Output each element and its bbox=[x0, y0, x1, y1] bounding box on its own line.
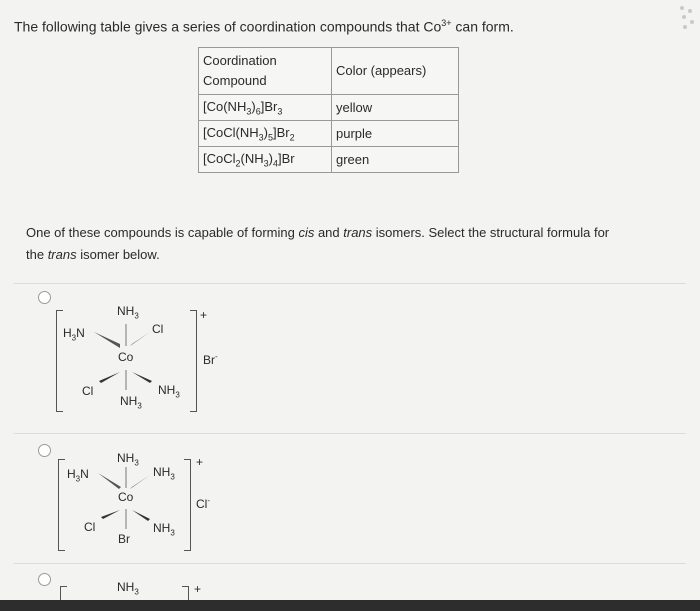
ligand-lower-left: Cl bbox=[82, 384, 94, 398]
ligand-left: $H_3N$ bbox=[67, 467, 89, 484]
compound-cell: $[Co(NH_3)_6]Br_3$ bbox=[199, 95, 332, 121]
color-cell: purple bbox=[332, 121, 459, 147]
option-divider bbox=[14, 433, 686, 434]
header-compound: Coordination Compound bbox=[199, 48, 332, 95]
metal-center: Co bbox=[118, 490, 134, 504]
counter-ion: Br- bbox=[203, 352, 218, 367]
ligand-top: $NH_3$ bbox=[117, 304, 139, 321]
option-3-radio[interactable] bbox=[38, 573, 51, 586]
bond-lines bbox=[0, 290, 700, 420]
table-row bbox=[199, 147, 459, 173]
complex-charge: + bbox=[196, 455, 204, 469]
bond-lines bbox=[0, 445, 700, 575]
header-color: Color (appears) bbox=[332, 48, 459, 95]
color-cell: green bbox=[332, 147, 459, 173]
ligand-upper-right: $NH_3$ bbox=[153, 465, 175, 482]
compound-cell: $[CoCl_2(NH_3)_4]Br$ bbox=[199, 147, 332, 173]
table-header-row bbox=[199, 48, 459, 95]
ligand-lower-right: $NH_3$ bbox=[158, 383, 180, 400]
table-row bbox=[199, 95, 459, 121]
ligand-top: $NH_3$ bbox=[117, 451, 139, 468]
metal-center: Co bbox=[118, 350, 134, 364]
compounds-table bbox=[198, 47, 459, 173]
color-cell: yellow bbox=[332, 95, 459, 121]
ligand-left: $H_3N$ bbox=[63, 326, 85, 343]
compound-cell: $[CoCl(NH_3)_5]Br_2$ bbox=[199, 121, 332, 147]
ligand-lower-right: $NH_3$ bbox=[153, 521, 175, 538]
ligand-lower-left: Cl bbox=[84, 520, 96, 534]
complex-charge: + bbox=[200, 308, 208, 322]
table-row bbox=[199, 121, 459, 147]
ligand-top: $NH_3$ bbox=[117, 580, 139, 597]
counter-ion: Cl- bbox=[196, 496, 211, 511]
complex-charge: + bbox=[194, 582, 202, 596]
ligand-upper-right: Cl bbox=[152, 322, 164, 336]
option-divider bbox=[14, 283, 686, 284]
question-text: One of these compounds is capable of forming cis and trans isomers. Select the structural formula for the trans isomer below. bbox=[26, 225, 610, 262]
option-divider bbox=[14, 563, 686, 564]
intro-text: The following table gives a series of coordination compounds that $Co^{3+}$ can form. bbox=[14, 18, 514, 35]
bottom-bar bbox=[0, 600, 700, 611]
ligand-bottom: $NH_3$ bbox=[120, 394, 142, 411]
ligand-bottom: Br bbox=[118, 532, 130, 546]
decorative-dots bbox=[676, 2, 698, 37]
